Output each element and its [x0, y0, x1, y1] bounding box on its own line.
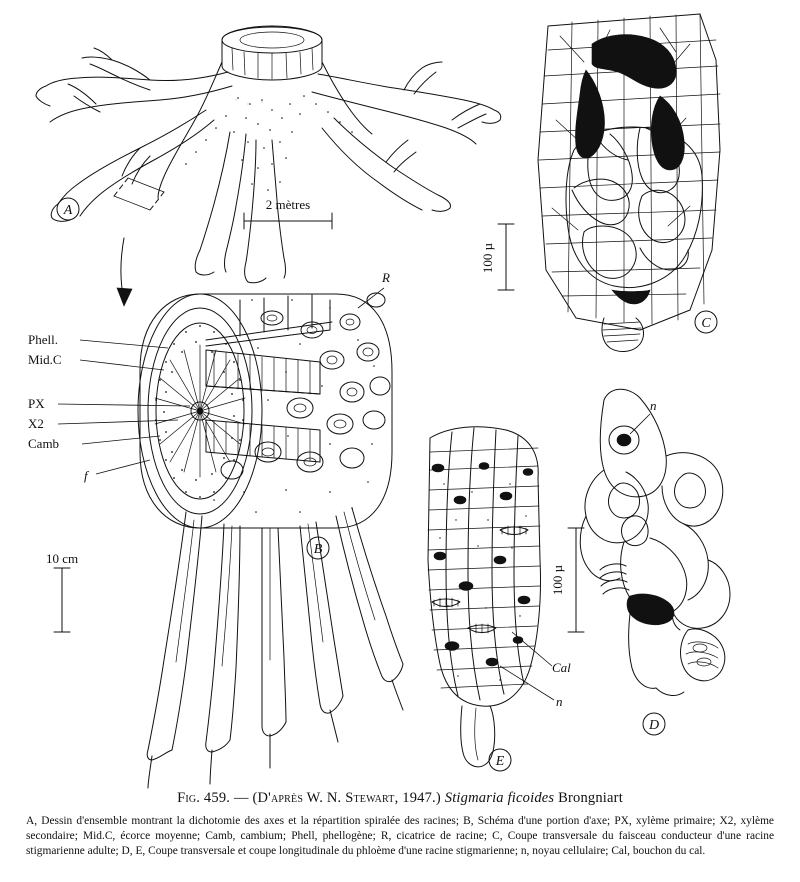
label-px: PX: [28, 396, 45, 411]
scale-label-ten-cm: 10 cm: [46, 551, 79, 566]
scale-bar-ten-cm: [46, 551, 78, 632]
scale-label-two-metres: 2 mètres: [265, 197, 311, 212]
figure-attribution: (D'après W. N. Stewart, 1947.): [252, 790, 441, 806]
figure-species: Stigmaria ficoides: [444, 790, 555, 806]
figure-legend: A, Dessin d'ensemble montrant la dichotomie des axes et la répartition spiralée des racines; B, Schéma d'une portion d'axe; PX, xylème primaire; X2, xylème secondaire; Mid.C, écorce moyenne; Camb, cambium; Phell, phellogène; R, cicatrice de racine; C, Coupe transversale du faisceau conducteur d'une racine stigmarienne adulte; D, E, Coupe transversale et coupe longitudinale du phloème d'une racine stigmarienne; n, noyau cellulaire; Cal, bouchon du cal.: [26, 815, 774, 857]
panel-letter-a: A: [63, 203, 73, 218]
figure-title: [0, 790, 800, 807]
figure-dash: —: [233, 790, 249, 806]
panel-e-phloem-longitudinal: [428, 427, 584, 771]
scale-label-hundred-micron-c: 100 µ: [480, 242, 495, 274]
label-phell: Phell.: [28, 332, 58, 347]
panel-b-axis-schema: [28, 270, 403, 788]
figure-author: Brongniart: [558, 790, 623, 806]
label-camb: Camb: [28, 436, 60, 451]
label-cal-e: Cal: [552, 660, 571, 675]
scale-bar-hundred-micron-e: [550, 528, 584, 632]
label-n-e: n: [556, 694, 563, 709]
axis-appendages: [147, 508, 403, 788]
panel-a-habit-drawing: [36, 26, 501, 306]
panel-c-root-bundle: [480, 14, 720, 351]
panel-letter-b: B: [313, 542, 323, 557]
scale-label-hundred-micron-e: 100 µ: [550, 564, 565, 596]
label-n-d: n: [650, 398, 657, 413]
label-midc: Mid.C: [28, 352, 62, 367]
figure-number: Fig. 459.: [177, 790, 231, 806]
label-r: R: [382, 270, 390, 285]
figure-caption-block: [0, 790, 800, 858]
scale-bar-hundred-micron-c: [480, 224, 514, 290]
panel-letter-d: D: [648, 718, 660, 733]
panel-d-phloem-cross: [580, 389, 730, 735]
panel-letter-e: E: [495, 754, 505, 769]
scale-bar-two-metres: [244, 197, 332, 229]
label-x2: X2: [28, 416, 44, 431]
panel-letter-c: C: [701, 316, 711, 331]
root-scars: [221, 293, 390, 479]
label-f: f: [84, 468, 88, 483]
